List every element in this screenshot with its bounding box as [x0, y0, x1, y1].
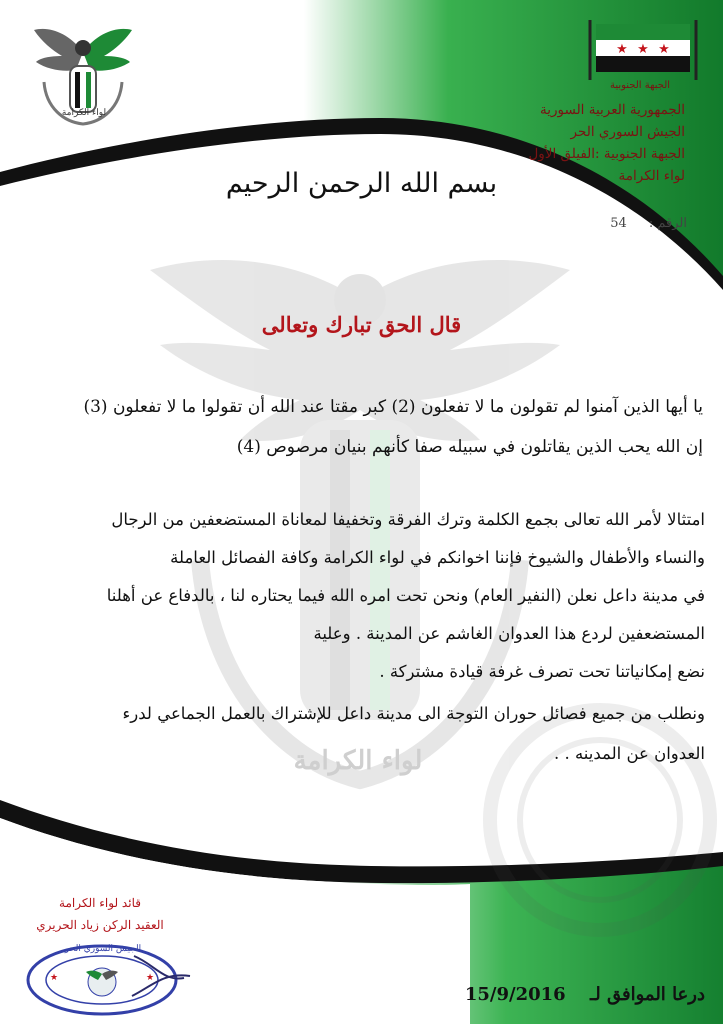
flag-green-stripe	[596, 24, 690, 40]
logo-head	[75, 40, 91, 56]
svg-text:★: ★	[146, 973, 155, 983]
header-line-front: الجبهة الجنوبية :الفيلق الأول	[528, 146, 685, 162]
revolution-flag	[584, 16, 702, 82]
header-line-republic: الجمهورية العربية السورية	[540, 102, 685, 118]
header-line-army: الجيش السوري الحر	[570, 124, 685, 140]
reference-value: 54	[610, 216, 627, 231]
body-line-1: امتثالا لأمر الله تعالى بجمع الكلمة وترك الفرقة وتخفيفا لمعاناة المستضعفين من الرجال	[111, 510, 705, 529]
body-line-3: في مدينة داعل نعلن (النفير العام) ونحن تحت امره الله فيما يحتاره لنا ، بالدفاع عن أهلنا	[106, 586, 705, 605]
signature-title: قائد لواء الكرامة	[59, 896, 141, 910]
logo-caption: لواء الكرامة	[61, 108, 107, 118]
date-label: درعا الموافق لـ	[589, 984, 705, 1005]
reference-label: الرقم :	[648, 216, 687, 231]
watermark-caption: لواء الكرامة	[293, 746, 423, 776]
quran-intro: قال الحق تبارك وتعالى	[261, 312, 462, 337]
basmala: بسم الله الرحمن الرحيم	[225, 168, 498, 199]
body-line-2: والنساء والأطفال والشيوخ فإننا اخوانكم في لواء الكرامة وكافة الفصائل العاملة	[170, 548, 705, 567]
svg-text:★: ★	[658, 42, 670, 57]
logo-shield	[70, 66, 96, 112]
verse-line-2: إن الله يحب الذين يقاتلون في سبيله صفا كأنهم بنيان مرصوص (4)	[236, 437, 703, 457]
signature-name: العقيد الركن زياد الحريري	[36, 918, 164, 932]
svg-text:★: ★	[637, 42, 649, 57]
body-line-5: نضع إمكانياتنا تحت تصرف غرفة قيادة مشتركة .	[379, 662, 705, 681]
flag-black-stripe	[596, 56, 690, 72]
document-date	[465, 984, 705, 1005]
flag-caption: الجبهة الجنوبية	[609, 80, 671, 91]
reference-number	[610, 216, 687, 231]
body-line-6: ونطلب من جميع فصائل حوران التوجة الى مدينة داعل للإشتراك بالعمل الجماعي لدرء	[122, 704, 705, 723]
svg-text:★: ★	[616, 42, 628, 57]
body-line-4: المستضعفين لردع هذا العدوان الغاشم عن المدينة . وعلية	[313, 624, 705, 643]
header-line-brigade: لواء الكرامة	[618, 168, 685, 184]
body-line-7: العدوان عن المدينه . .	[553, 744, 705, 763]
date-value: 15/9/2016	[464, 984, 566, 1005]
svg-text:★: ★	[50, 973, 59, 983]
verse-line-1: يا أيها الذين آمنوا لم تقولون ما لا تفعلون (2) كبر مقتا عند الله أن تقولوا ما لا تفعلون (3)	[83, 397, 703, 417]
seal-text: الجيش السوري الحر	[64, 944, 142, 954]
